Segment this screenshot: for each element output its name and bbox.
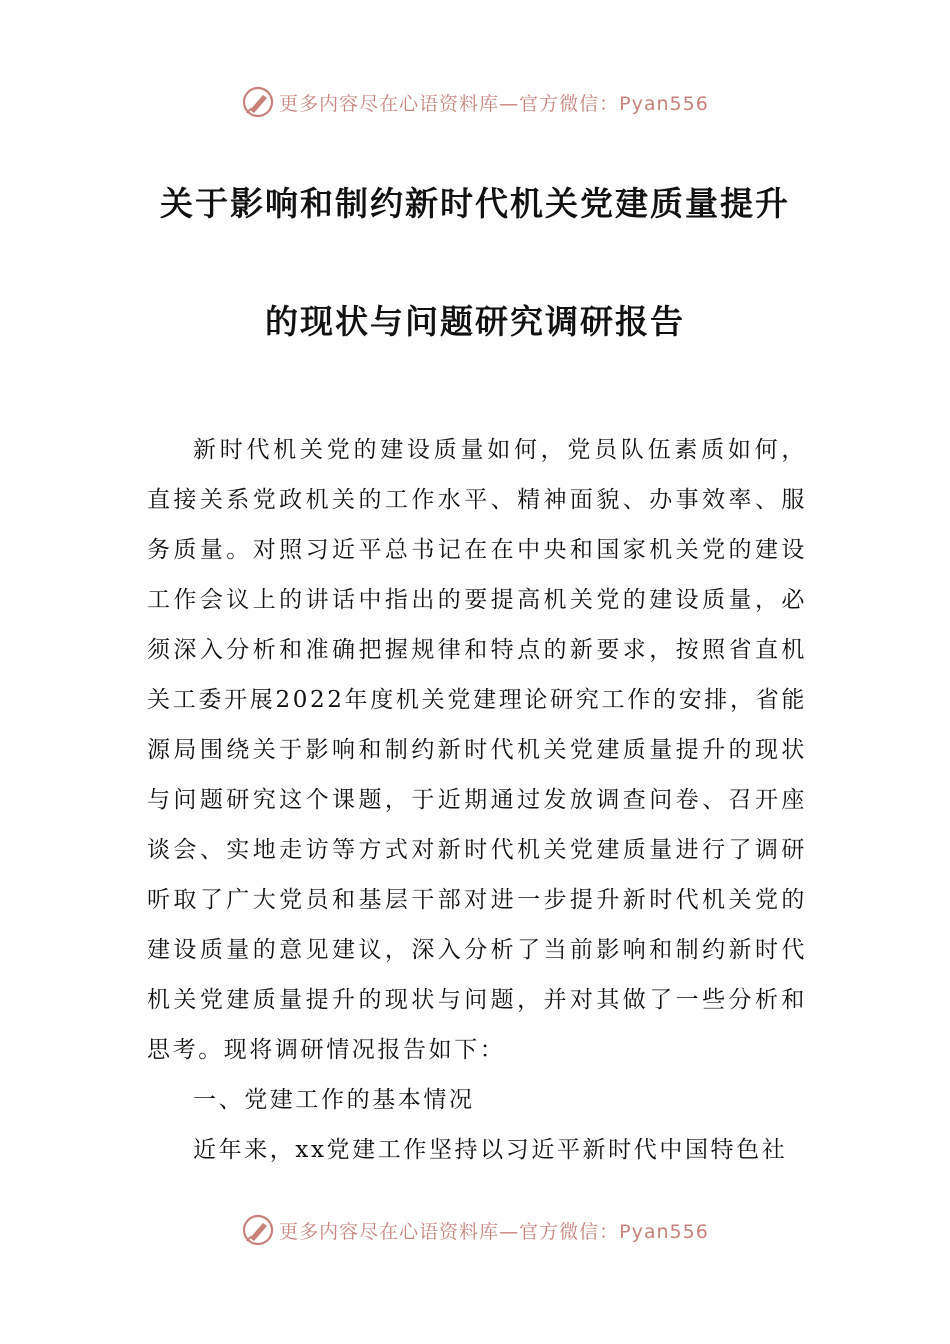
document-title-line-2: 的现状与问题研究调研报告 [265,302,685,341]
watermark-text: 更多内容尽在心语资料库—官方微信：Pyan556 [279,92,709,115]
watermark-text: 更多内容尽在心语资料库—官方微信：Pyan556 [279,1220,709,1243]
pen-logo-icon [241,1213,275,1247]
pen-logo-icon [241,85,275,119]
document-title-line-1: 关于影响和制约新时代机关党建质量提升 [160,184,790,223]
section-heading-1: 一、党建工作的基本情况 [193,1087,475,1113]
watermark-header [0,82,950,122]
paragraph-section-1: 近年来，xx党建工作坚持以习近平新时代中国特色社 [193,1137,788,1163]
paragraph-intro: 新时代机关党的建设质量如何，党员队伍素质如何，直接关系党政机关的工作水平、精神面貌、办事效率、服务质量。对照习近平总书记在在中央和国家机关党的建设工作会议上的讲话中指出的要提高机关党的建设质量，必须深入分析和准确把握规律和特点的新要求，按照省直机关工委开展2022年度机关党建理论研究工作的安排，省能源局围绕关于影响和制约新时代机关党建质量提升的现状与问题研究这个课题，于近期通过发放调查问卷、召开座谈会、实地走访等方式对新时代机关党建质量进行了调研听取了广大党员和基层干部对进一步提升新时代机关党的建设质量的意见建议，深入分析了当前影响和制约新时代机关党建质量提升的现状与问题，并对其做了一些分析和思考。现将调研情况报告如下： [147,437,807,1063]
document-body [147,425,807,1175]
watermark-footer [0,1210,950,1250]
